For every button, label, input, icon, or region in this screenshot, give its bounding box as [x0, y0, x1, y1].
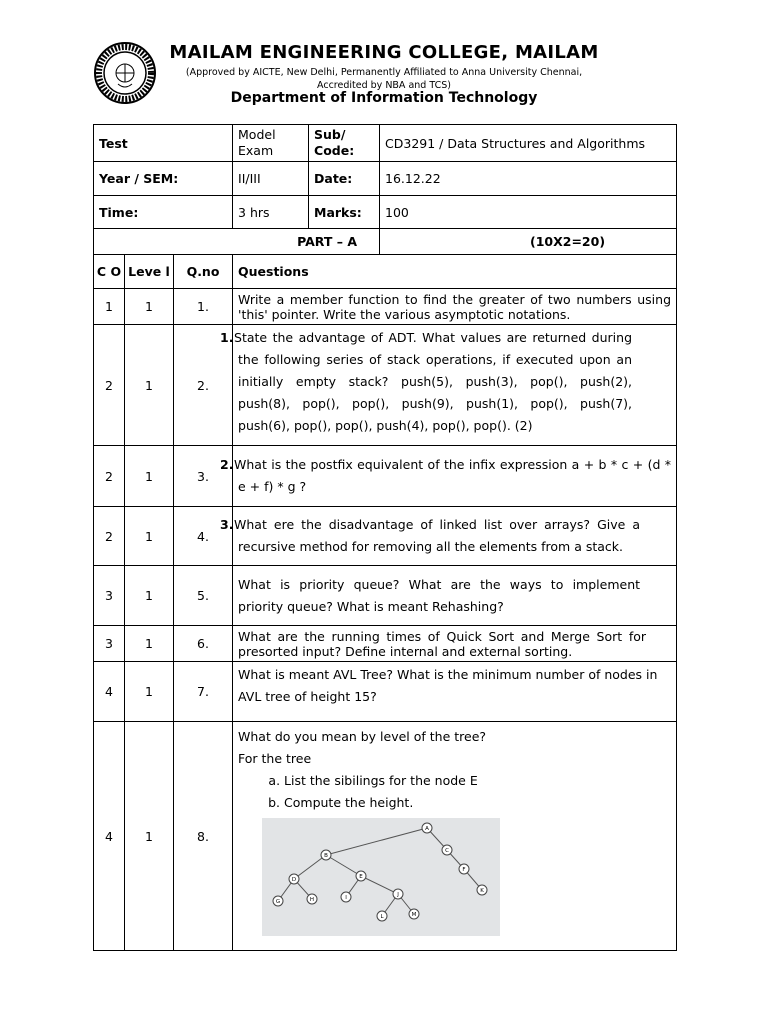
tree-node-label: K: [480, 888, 484, 894]
q8-line1: What do you mean by level of the tree?: [238, 729, 487, 744]
col-questions: Questions: [233, 255, 677, 289]
q4-inner-number: 3.: [220, 517, 234, 532]
tree-node: [442, 845, 452, 855]
q5-text: What is priority queue? What are the ways to implement priority queue? What is meant Rehashing?: [233, 566, 677, 626]
tree-node-label: L: [380, 914, 384, 920]
q5-qno: 5.: [174, 566, 233, 626]
q4-co: 2: [94, 507, 125, 566]
time-value: 3 hrs: [233, 196, 309, 229]
q3-text: What is the postfix equivalent of the infix expression a + b * c + (d * e + f) * g ?: [234, 457, 672, 494]
q5-co: 3: [94, 566, 125, 626]
tree-node-label: E: [359, 874, 363, 880]
tree-node-label: A: [425, 826, 429, 832]
tree-diagram: [262, 818, 500, 936]
tree-node: [321, 850, 331, 860]
q7-text: What is meant AVL Tree? What is the minimum number of nodes in AVL tree of height 15?: [233, 662, 677, 722]
info-row-test: [94, 125, 677, 162]
part-title: PART – A: [94, 229, 380, 255]
q5-level: 1: [125, 566, 174, 626]
q4-level: 1: [125, 507, 174, 566]
tree-node: [477, 885, 487, 895]
question-row: [94, 662, 677, 722]
q8-line2: For the tree: [238, 751, 312, 766]
tree-node: [377, 911, 387, 921]
tree-node: [459, 864, 469, 874]
tree-node: [422, 823, 432, 833]
q8-level: 1: [125, 722, 174, 951]
tree-node-label: J: [397, 892, 399, 898]
approval-line-1: (Approved by AICTE, New Delhi, Permanently Affiliated to Anna University Chennai,: [185, 67, 583, 78]
q2-co: 2: [94, 325, 125, 446]
tree-node: [356, 871, 366, 881]
q2-qno: 2.: [174, 325, 233, 446]
department-name: Department of Information Technology: [230, 90, 538, 106]
q8-sublist: [238, 770, 671, 814]
q7-co: 4: [94, 662, 125, 722]
marks-label: Marks:: [309, 196, 380, 229]
col-level: Leve l: [125, 255, 174, 289]
test-value: Model Exam: [233, 125, 309, 162]
subcode-label: Sub/ Code:: [309, 125, 380, 162]
tree-node-label: C: [445, 848, 449, 854]
date-value: 16.12.22: [380, 162, 677, 196]
tree-nodes: [273, 823, 487, 921]
q3-inner-number: 2.: [220, 457, 234, 472]
q3-qno: 3.: [174, 446, 233, 507]
tree-node: [409, 909, 419, 919]
info-row-time: [94, 196, 677, 229]
exam-table: [93, 124, 677, 951]
tree-node-label: H: [309, 897, 315, 903]
year-value: II/III: [233, 162, 309, 196]
tree-node: [273, 896, 283, 906]
q2-cell: [220, 325, 677, 446]
q3-co: 2: [94, 446, 125, 507]
question-row: [94, 289, 677, 325]
col-co: C O: [94, 255, 125, 289]
info-row-year: [94, 162, 677, 196]
tree-node: [289, 874, 299, 884]
tree-node: [307, 894, 317, 904]
q8-sub-b: b. Compute the height.: [284, 792, 671, 814]
q1-text: Write a member function to find the greater of two numbers using 'this' pointer. Write the various asymptotic notations.: [233, 289, 677, 325]
q7-level: 1: [125, 662, 174, 722]
header: [0, 0, 768, 118]
marks-value: 100: [380, 196, 677, 229]
part-row: [94, 229, 677, 255]
tree-node-label: B: [324, 853, 328, 859]
q6-level: 1: [125, 626, 174, 662]
question-row: [94, 566, 677, 626]
q1-co: 1: [94, 289, 125, 325]
q3-level: 1: [125, 446, 174, 507]
approval-text: [150, 66, 618, 92]
approval-line-2: Accredited by NBA and TCS): [317, 80, 451, 91]
q4-qno: 4.: [174, 507, 233, 566]
question-row: [94, 325, 677, 446]
q2-inner-number: 1.: [220, 330, 234, 345]
q8-sub-a: a. List the sibilings for the node E: [284, 770, 671, 792]
column-header-row: [94, 255, 677, 289]
q4-text: What ere the disadvantage of linked list over arrays? Give a recursive method for removing all the elements from a stack.: [234, 517, 641, 554]
q6-qno: 6.: [174, 626, 233, 662]
q8-cell: [233, 722, 677, 951]
tree-node-label: I: [345, 895, 347, 901]
q6-text: What are the running times of Quick Sort and Merge Sort for presorted input? Define internal and external sorting.: [233, 626, 677, 662]
question-row: [94, 507, 677, 566]
tree-node: [393, 889, 403, 899]
q4-cell: [220, 507, 677, 566]
col-qno: Q.no: [174, 255, 233, 289]
q8-co: 4: [94, 722, 125, 951]
question-row: [94, 626, 677, 662]
question-row: [94, 722, 677, 951]
q3-cell: [220, 446, 677, 507]
tree-node-label: D: [291, 877, 297, 883]
test-label: Test: [94, 125, 233, 162]
q1-level: 1: [125, 289, 174, 325]
q1-qno: 1.: [174, 289, 233, 325]
q8-qno: 8.: [174, 722, 233, 951]
question-row: [94, 446, 677, 507]
tree-node: [341, 892, 351, 902]
time-label: Time:: [94, 196, 233, 229]
q2-text: State the advantage of ADT. What values are returned during the following series of stack operations, if executed upon an initially empty stack? push(5), push(3), pop(), push(2), push(8), pop(), pop(), push(9), push(1), pop(), push(7), push(6), pop(), pop(), push(4), pop(), pop(). (2): [234, 330, 633, 433]
part-marks: (10X2=20): [380, 229, 677, 255]
q6-co: 3: [94, 626, 125, 662]
q7-qno: 7.: [174, 662, 233, 722]
subcode-value: CD3291 / Data Structures and Algorithms: [380, 125, 677, 162]
year-label: Year / SEM:: [94, 162, 233, 196]
tree-node-label: G: [275, 899, 281, 905]
q2-level: 1: [125, 325, 174, 446]
college-name: MAILAM ENGINEERING COLLEGE, MAILAM: [169, 42, 599, 63]
tree-node-label: M: [411, 912, 417, 918]
date-label: Date:: [309, 162, 380, 196]
tree-node-label: F: [462, 867, 466, 873]
